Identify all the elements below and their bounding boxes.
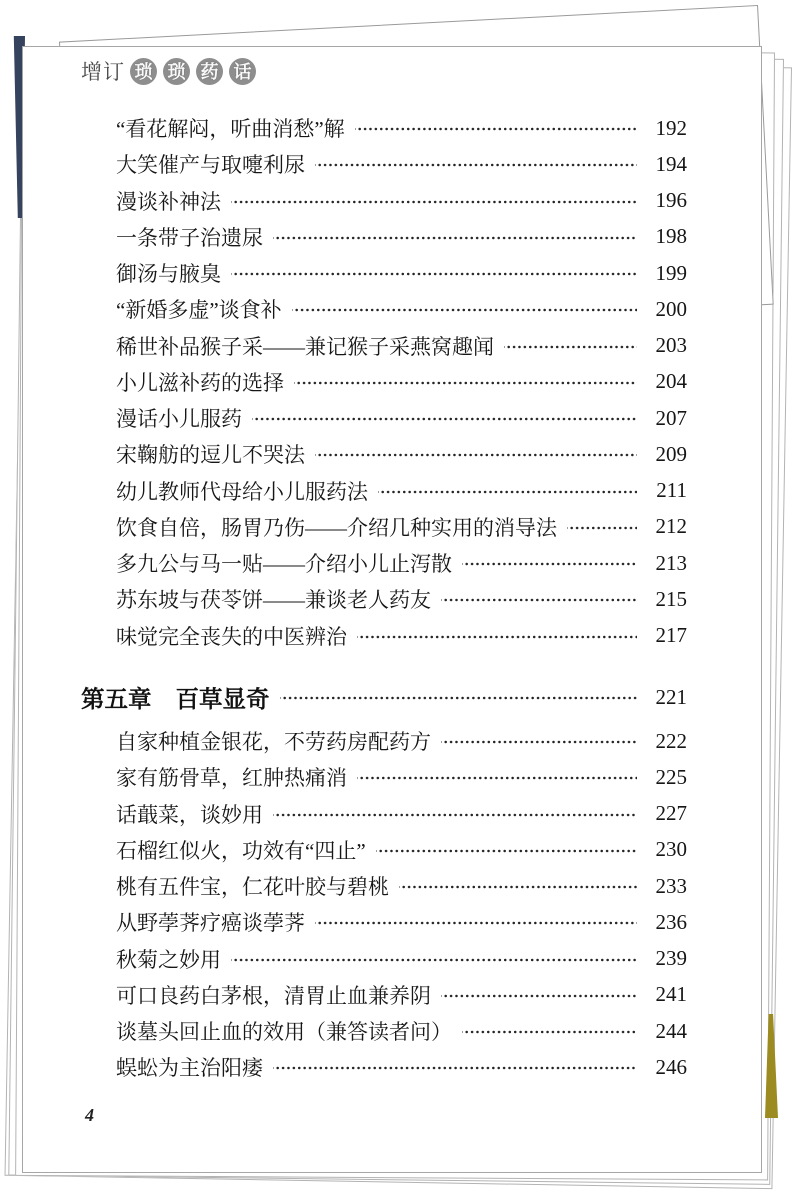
dotted-leader (357, 776, 637, 780)
toc-entry-title: 味觉完全丧失的中医辨治 (116, 624, 347, 649)
toc-entry-title: 话蕺菜，谈妙用 (116, 802, 263, 827)
toc-entry-title: 谈墓头回止血的效用（兼答读者问） (116, 1020, 452, 1045)
toc-entry-title: 桃有五件宝，仁花叶胶与碧桃 (116, 875, 389, 900)
toc-entry-title: 秋菊之妙用 (116, 947, 221, 972)
toc-section-chapter-five (81, 723, 687, 1086)
toc-entry-page-number: 213 (655, 550, 687, 575)
toc-entry-title: “看花解闷，听曲消愁”解 (116, 117, 345, 142)
toc-entry (81, 868, 687, 904)
toc-entry-page-number: 241 (655, 982, 687, 1007)
toc-entry-page-number: 207 (655, 405, 687, 430)
toc-entry-page-number: 233 (655, 873, 687, 898)
toc-entry (81, 977, 687, 1013)
dotted-leader (567, 526, 637, 530)
toc-entry-page-number: 230 (655, 837, 687, 862)
toc-entry (81, 219, 687, 255)
toc-entry (81, 473, 687, 509)
dotted-leader (441, 994, 637, 998)
toc-entry-page-number: 209 (655, 441, 687, 466)
title-character-badge: 琐 (163, 58, 190, 85)
chapter-number: 第五章 (81, 686, 152, 712)
toc-entry-page-number: 236 (655, 909, 687, 934)
toc-entry (81, 291, 687, 327)
toc-entry-page-number: 200 (655, 296, 687, 321)
toc-entry-page-number: 212 (655, 514, 687, 539)
toc-entry (81, 146, 687, 182)
title-character-badge: 药 (196, 58, 223, 85)
chapter-title: 百草显奇 (175, 686, 270, 712)
toc-entry-title: 从野荸荠疗癌谈荸荠 (116, 911, 305, 936)
toc-entry-page-number: 215 (655, 586, 687, 611)
toc-entry-title: 可口良药白茅根，清胃止血兼养阴 (116, 983, 431, 1008)
dotted-leader (273, 813, 637, 817)
dotted-leader (315, 921, 637, 925)
dotted-leader (231, 272, 637, 276)
dotted-leader (252, 417, 637, 421)
toc-entry-title: 苏东坡与茯苓饼——兼谈老人药友 (116, 588, 431, 613)
dotted-leader (462, 1030, 637, 1034)
toc-entry-page-number: 246 (655, 1054, 687, 1079)
toc-entry (81, 832, 687, 868)
title-character-badge: 话 (229, 58, 256, 85)
dotted-leader (441, 740, 637, 744)
dotted-leader (462, 562, 637, 566)
toc-entry-page-number: 199 (655, 260, 687, 285)
dotted-leader (292, 308, 637, 312)
dotted-leader (357, 635, 637, 639)
toc-entry-title: 自家种植金银花，不劳药房配药方 (116, 730, 431, 755)
toc-entry-title: 石榴红似火，功效有“四止” (116, 838, 366, 863)
dotted-leader (441, 598, 637, 602)
toc-entry-title: 家有筋骨草，红肿热痛消 (116, 766, 347, 791)
toc-entry-title: 蜈蚣为主治阳痿 (116, 1056, 263, 1081)
chapter-page-number: 221 (655, 684, 687, 709)
title-character-badge: 琐 (130, 58, 157, 85)
dotted-leader (231, 200, 637, 204)
toc-entry (81, 581, 687, 617)
toc-entry (81, 255, 687, 291)
dotted-leader (294, 381, 637, 385)
running-head-prefix: 增订 (81, 61, 125, 84)
toc-entry-page-number: 204 (655, 369, 687, 394)
toc-entry (81, 618, 687, 654)
toc-entry (81, 904, 687, 940)
toc-entry (81, 759, 687, 795)
toc-entry-page-number: 194 (655, 151, 687, 176)
dotted-leader (376, 849, 637, 853)
toc-entry (81, 941, 687, 977)
toc-entry-page-number: 217 (655, 623, 687, 648)
toc-entry-page-number: 192 (655, 115, 687, 140)
toc-entry-title: 稀世补品猴子采——兼记猴子采燕窝趣闻 (116, 334, 494, 359)
toc-section-before-chapter (81, 110, 687, 654)
toc-entry-page-number: 239 (655, 946, 687, 971)
toc-entry-title: 多九公与马一贴——介绍小儿止泻散 (116, 552, 452, 577)
dotted-leader (231, 958, 637, 962)
toc-entry-title: 幼儿教师代母给小儿服药法 (116, 479, 368, 504)
toc-entry (81, 723, 687, 759)
chapter-heading-row (81, 677, 687, 717)
dotted-leader (504, 345, 637, 349)
toc-entry-title: 漫话小儿服药 (116, 407, 242, 432)
dotted-leader (378, 490, 637, 494)
toc-entry-page-number: 222 (655, 728, 687, 753)
toc-entry-page-number: 225 (655, 764, 687, 789)
toc-entry (81, 328, 687, 364)
toc-entry (81, 545, 687, 581)
toc-entry (81, 400, 687, 436)
dotted-leader (355, 127, 637, 131)
running-head-title-badges (128, 58, 256, 85)
dotted-leader (399, 885, 637, 889)
toc-entry (81, 364, 687, 400)
table-of-contents-page (22, 46, 762, 1173)
toc-entry-title: 宋鞠舫的逗儿不哭法 (116, 443, 305, 468)
dotted-leader (273, 236, 637, 240)
toc-entry (81, 436, 687, 472)
toc-entry (81, 183, 687, 219)
toc-entry-page-number: 203 (655, 333, 687, 358)
running-head (81, 56, 256, 86)
toc-entry-page-number: 227 (655, 801, 687, 826)
folio-page-number: 4 (85, 1105, 94, 1125)
dotted-leader (315, 453, 637, 457)
toc-entry (81, 796, 687, 832)
dotted-leader (280, 696, 638, 700)
dotted-leader (315, 163, 637, 167)
toc-entry-page-number: 198 (655, 224, 687, 249)
toc-entry-title: 一条带子治遗尿 (116, 225, 263, 250)
toc-entry-title: 大笑催产与取嚏利尿 (116, 153, 305, 178)
toc-entry (81, 1013, 687, 1049)
toc-entry-title: “新婚多虚”谈食补 (116, 298, 282, 323)
toc-entry-page-number: 196 (655, 188, 687, 213)
toc-entry (81, 1049, 687, 1085)
toc-entry (81, 110, 687, 146)
toc-entry (81, 509, 687, 545)
toc-entry-page-number: 244 (655, 1018, 687, 1043)
toc-entry-title: 御汤与腋臭 (116, 262, 221, 287)
toc-entry-page-number: 211 (656, 478, 687, 503)
dotted-leader (273, 1066, 637, 1070)
toc-entry-title: 饮食自倍，肠胃乃伤——介绍几种实用的消导法 (116, 515, 557, 540)
toc-entry-title: 小儿滋补药的选择 (116, 370, 284, 395)
toc-entry-title: 漫谈补神法 (116, 189, 221, 214)
